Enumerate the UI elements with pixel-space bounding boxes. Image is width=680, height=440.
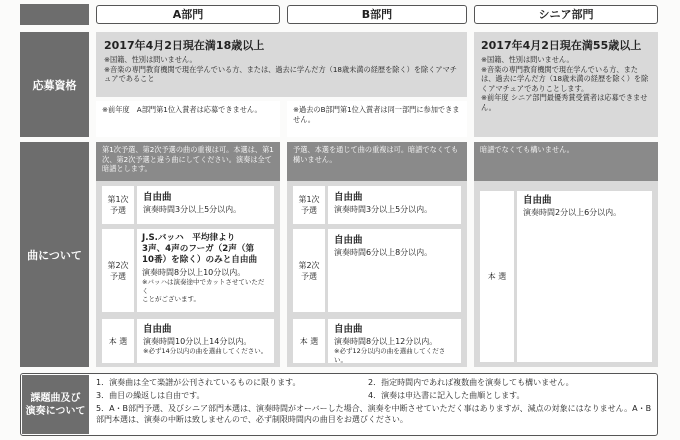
note-5: 5．A・B部門予選、及びシニア部門本選は、演奏時間がオーバーした場合、演奏を中断させていただく事はありますが、減点の対象にはなりません。A・B部門本選は、演奏の中断は致しませんので、必ず制限時間内の曲目をお選びください。 [96, 404, 652, 424]
eligibility-senior-box [474, 32, 658, 137]
b-final-note: ※必ず12分以内の曲を選曲してください。 [334, 347, 446, 364]
a-final-title: 自由曲 [143, 324, 172, 335]
note-1: 1．演奏曲は全て楽譜が公刊されているものに限ります。 [96, 378, 301, 387]
a-round2-note: ※バッハは演奏途中でカットさせていただく ことがございます。 [142, 278, 265, 303]
eligibility-ab-line1: ※国籍、性別は問いません。 [104, 55, 197, 64]
eligibility-senior-line3: ※前年度 シニア部門最優秀賞受賞者は応募できません。 [481, 93, 648, 112]
eligibility-senior-line1: ※国籍、性別は問いません。 [481, 55, 574, 64]
eligibility-senior-line2: ※音楽の専門教育機関で現在学んでいる方、または、過去に学んだ方（18歳未満の経歴を除く）を除くアマチュアでありことします。 [481, 64, 649, 93]
senior-final-box [517, 191, 652, 362]
pieces-a-header-text: 第1次予選、第2次予選の曲の重複は可。本選は、第1次、第2次予選と違う曲にしてください。演奏は全て暗譜とします。 [102, 145, 274, 174]
b-round1-tag: 第1次 予選 [293, 186, 325, 224]
a-final-tag: 本 選 [102, 319, 134, 363]
eligibility-ab-title: 2017年4月2日現在満18歳以上 [104, 39, 265, 52]
eligibility-b-note-text: ※過去のB部門第1位入賞者は同一部門に参加できません。 [293, 105, 460, 124]
senior-final-tag: 本 選 [480, 191, 514, 362]
a-final-time: 演奏時間10分以上14分以内。 [143, 337, 252, 346]
header-senior: シニア部門 [474, 5, 658, 24]
senior-final-time: 演奏時間2分以上6分以内。 [523, 208, 622, 217]
corner-cell [20, 4, 89, 25]
b-round2-title: 自由曲 [334, 235, 363, 246]
note-3: 3．曲目の繰返しは自由です。 [96, 391, 205, 400]
pieces-senior-header-text: 暗譜でなくても構いません。 [480, 145, 574, 154]
senior-final-title: 自由曲 [523, 195, 552, 206]
b-final-time: 演奏時間8分以上12分以内。 [334, 337, 438, 346]
a-round1-box [137, 186, 274, 224]
eligibility-senior-title: 2017年4月2日現在満55歳以上 [481, 39, 642, 52]
b-round1-title: 自由曲 [334, 192, 363, 203]
b-round2-box [328, 229, 461, 312]
a-final-note: ※必ず14分以内の曲を選曲してください。 [143, 347, 268, 355]
header-a: A部門 [96, 5, 280, 24]
b-round1-time: 演奏時間3分以上5分以内。 [334, 205, 433, 214]
eligibility-b-note [287, 101, 467, 137]
b-round2-time: 演奏時間6分以上8分以内。 [334, 248, 433, 257]
note-2: 2．指定時間内であれば複数曲を演奏しても構いません。 [368, 378, 574, 387]
b-round2-tag: 第2次 予選 [293, 229, 325, 312]
a-round1-tag: 第1次 予選 [102, 186, 134, 224]
pieces-b-header [287, 142, 467, 181]
a-final-box [137, 319, 274, 363]
pieces-senior-header [474, 142, 658, 181]
eligibility-ab-box [96, 32, 467, 97]
eligibility-a-note [96, 101, 280, 137]
b-round1-box [328, 186, 461, 224]
a-round2-box [137, 229, 274, 312]
pieces-b-header-text: 予選、本選を通じて曲の重複は可。暗譜でなくても構いません。 [293, 145, 459, 164]
section-eligibility: 応募資格 [20, 32, 89, 137]
note-4: 4．演奏は申込書に記入した曲順とします。 [368, 391, 525, 400]
eligibility-a-note-text: ※前年度 A部門第1位入賞者は応募できません。 [102, 105, 262, 114]
a-round1-time: 演奏時間3分以上5分以内。 [143, 205, 242, 214]
a-round1-title: 自由曲 [143, 192, 172, 203]
header-b: B部門 [287, 5, 467, 24]
section-notes: 課題曲及び 演奏について [22, 375, 89, 434]
a-round2-time: 演奏時間8分以上10分以内。 [142, 268, 246, 277]
pieces-a-header [96, 142, 280, 181]
a-round2-title: J.S.バッハ 平均律より 3声、4声のフーガ（2声（第 10番）を除く）のみと自由曲 [142, 233, 258, 265]
eligibility-ab-line2: ※音楽の専門教育機関で現在学んでいる方、または、過去に学んだ方（18歳未満の経歴を除く）を除くアマチュアであること [104, 64, 457, 84]
b-final-box [328, 319, 461, 363]
a-round2-tag: 第2次 予選 [102, 229, 134, 312]
b-final-title: 自由曲 [334, 324, 363, 335]
b-final-tag: 本 選 [293, 319, 325, 363]
section-pieces: 曲について [20, 142, 89, 367]
